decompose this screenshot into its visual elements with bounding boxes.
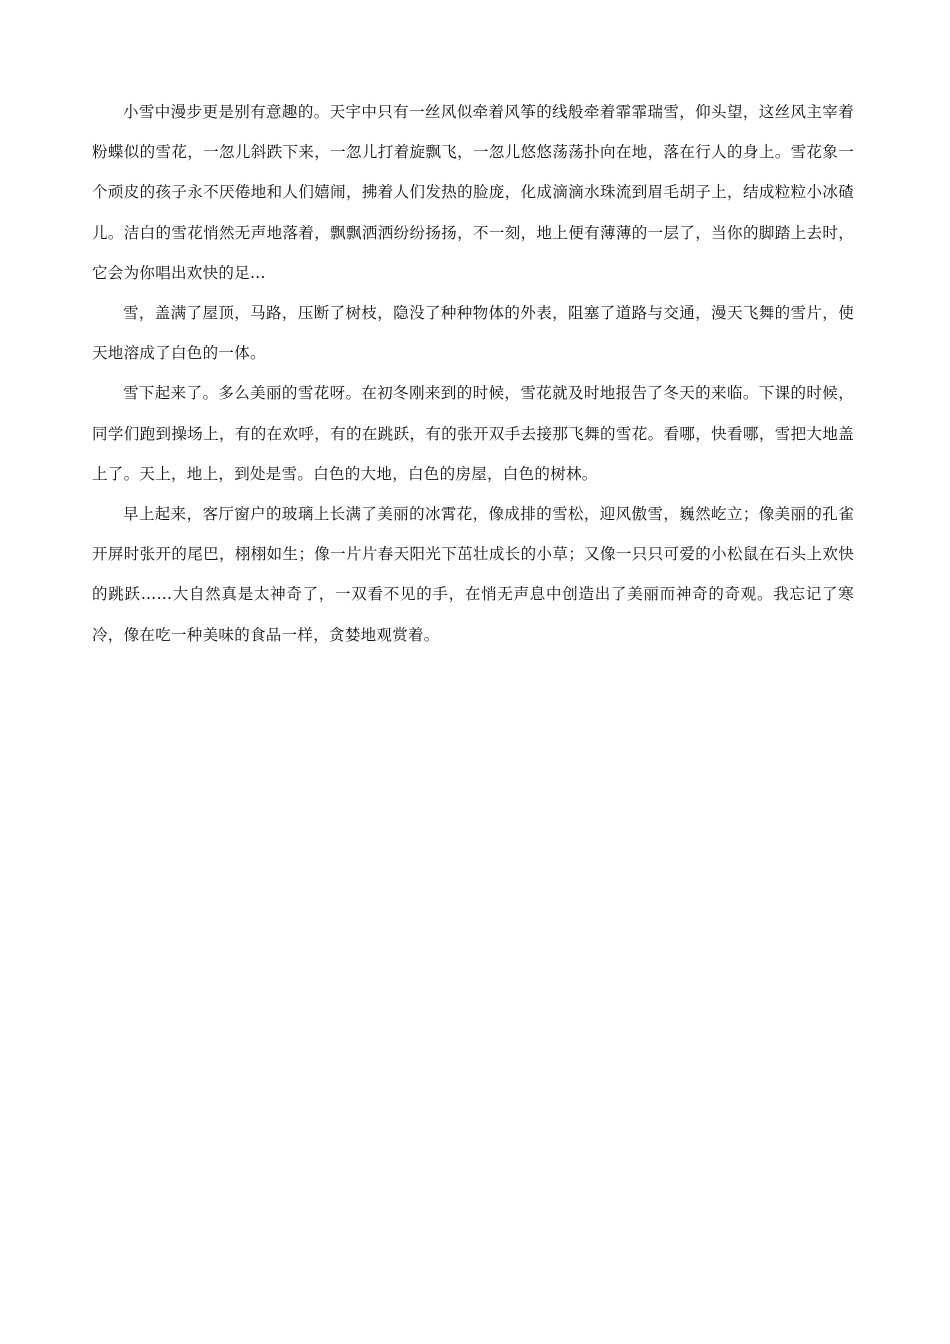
paragraph-3: 雪下起来了。多么美丽的雪花呀。在初冬刚来到的时候，雪花就及时地报告了冬天的来临。下课的时候，同学们跑到操场上，有的在欢呼，有的在跳跃，有的张开双手去接那飞舞的雪花。看哪，快看哪，雪把大地盖上了。天上，地上，到处是雪。白色的大地，白色的房屋，白色的树林。 bbox=[92, 384, 854, 483]
paragraph-1: 小雪中漫步更是别有意趣的。天宇中只有一丝风似牵着风筝的线般牵着霏霏瑞雪，仰头望，这丝风主宰着粉蝶似的雪花，一忽儿斜跌下来，一忽儿打着旋飘飞，一忽儿悠悠荡荡扑向在地，落在行人的身上。雪花象一个顽皮的孩子永不厌倦地和人们嬉闹，拂着人们发热的脸庞，化成滴滴水珠流到眉毛胡子上，结成粒粒小冰碴儿。洁白的雪花悄然无声地落着，飘飘洒洒纷纷扬扬，不一刻，地上便有薄薄的一层了，当你的脚踏上去时，它会为你唱出欢快的足... bbox=[92, 103, 854, 282]
paragraph-4: 早上起来，客厅窗户的玻璃上长满了美丽的冰霄花，像成排的雪松，迎风傲雪，巍然屹立；像美丽的孔雀开屏时张开的尾巴，栩栩如生；像一片片春天阳光下茁壮成长的小草；又像一只只可爱的小松鼠在石头上欢快的跳跃……大自然真是太神奇了，一双看不见的手，在悄无声息中创造出了美丽而神奇的奇观。我忘记了寒冷，像在吃一种美味的食品一样，贪婪地观赏着。 bbox=[92, 505, 854, 644]
document-body bbox=[92, 92, 854, 655]
paragraph-2: 雪，盖满了屋顶，马路，压断了树枝，隐没了种种物体的外表，阻塞了道路与交通，漫天飞舞的雪片，使天地溶成了白色的一体。 bbox=[92, 304, 854, 363]
